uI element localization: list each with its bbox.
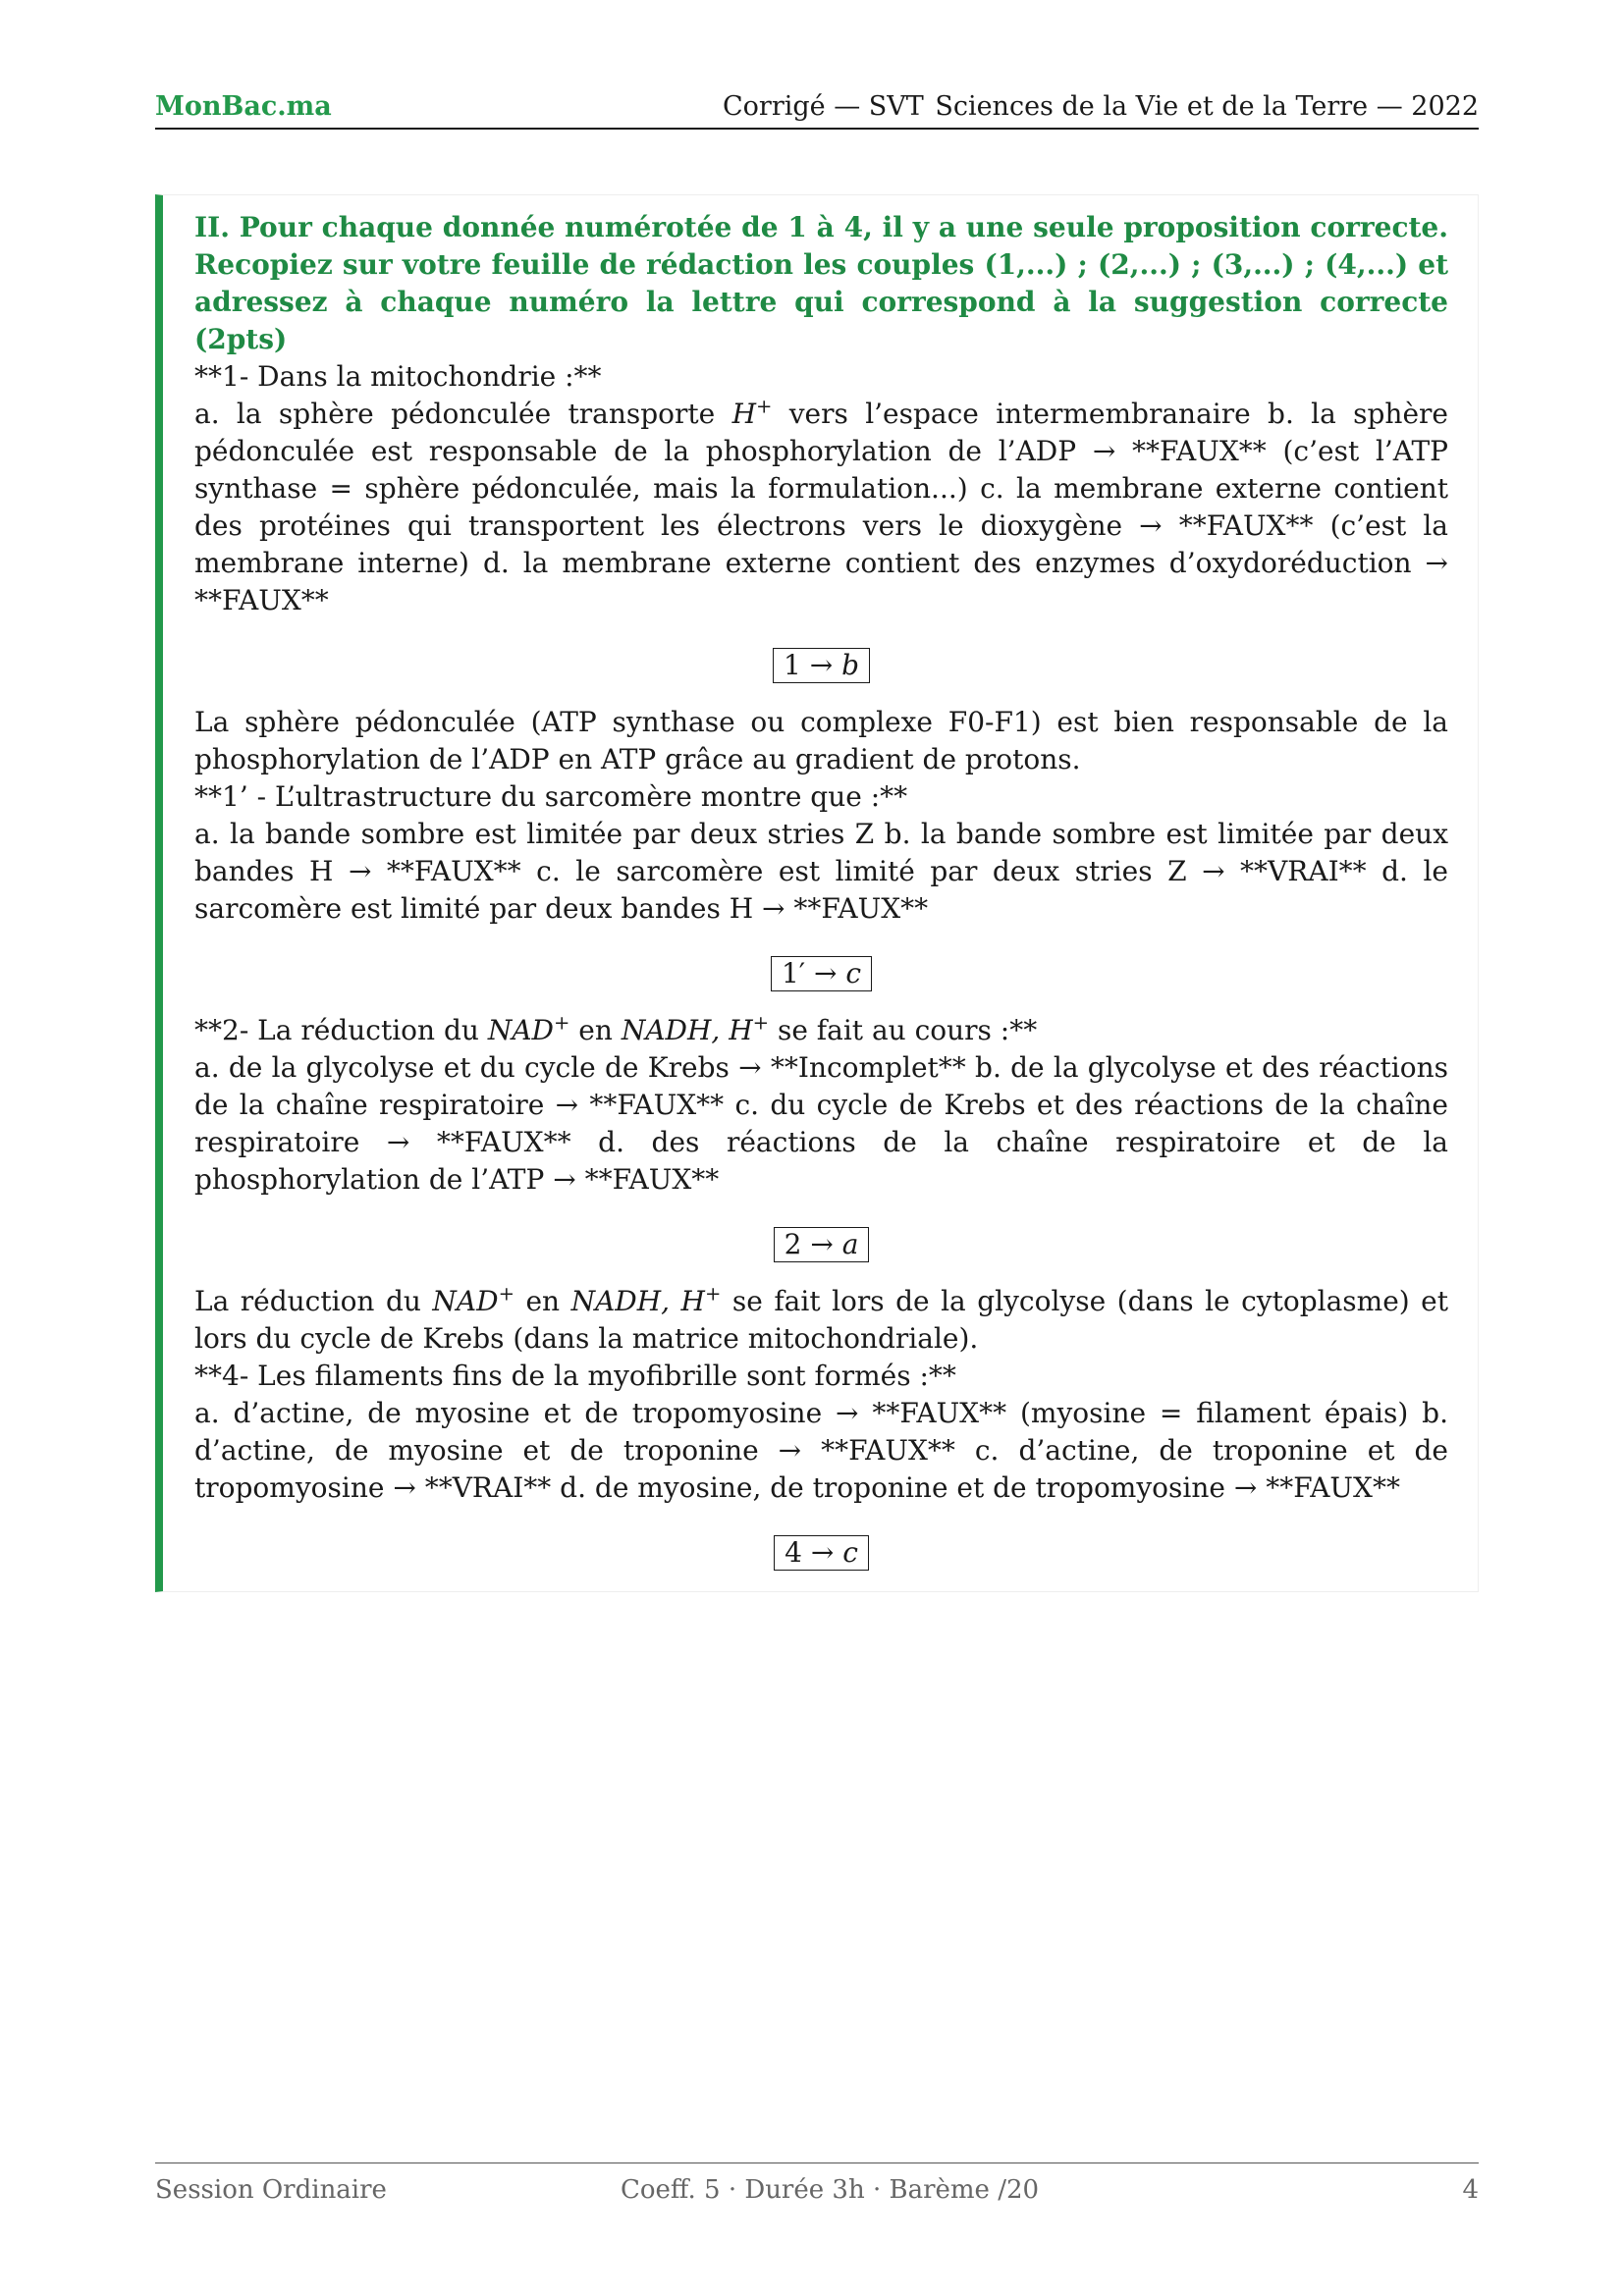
q1b-options: a. la bande sombre est limitée par deux stries Z b. la bande sombre est limitée par deux bandes H → **FAUX** c. le sarcomère est limité par deux stries Z → **VRAI** d. le sarcomère est limité par deux bandes H → **FAUX** xyxy=(194,818,1448,925)
q1-explanation: La sphère pédonculée (ATP synthase ou complexe F0-F1) est bien responsable de la phosphorylation de l’ADP en ATP grâce au gradient de protons. xyxy=(194,706,1448,775)
q1b-answer-number: 1′ → xyxy=(781,957,846,989)
exercise-title: II. Pour chaque donnée numérotée de 1 à 4, il y a une seule proposition correcte. Recopiez sur votre feuille de rédaction les couples (1,...) ; (2,...) ; (3,...) ; (4,...) et adressez à chaque numéro la lettre qui correspond à la suggestion correcte (2pts) xyxy=(194,211,1448,355)
q1-math-h: H xyxy=(731,398,756,430)
q2-math-nadh: NADH, H xyxy=(621,1014,753,1046)
q4-answer-number: 4 → xyxy=(785,1536,843,1569)
q4-options: a. d’actine, de myosine et de tropomyosine → **FAUX** (myosine = filament épais) b. d’actine, de myosine et de troponine → **FAUX** c. d’actine, de troponine et de tropomyosine → **VRAI** d. de myosine, de troponine et de tropomyosine → **FAUX** xyxy=(194,1397,1448,1504)
q1-heading: **1- Dans la mitochondrie :** xyxy=(194,360,602,393)
q2-explanation xyxy=(194,1283,1448,1358)
footer-page-number: 4 xyxy=(1462,2175,1479,2205)
q4-heading: **4- Les filaments fins de la myofibrille sont formés :** xyxy=(194,1360,956,1392)
brand-logo-text: MonBac.ma xyxy=(155,91,332,122)
q2-heading-pre: **2- La réduction du xyxy=(194,1014,488,1046)
q1-options-body: vers l’espace intermembranaire b. la sphère pédonculée est responsable de la phosphorylation de l’ADP → **FAUX** (c’est l’ATP synthase = sphère pédonculée, mais la formulation...) c. la membrane externe contient des protéines qui transportent les électrons vers le dioxygène → **FAUX** (c’est la membrane interne) d. la membrane externe contient des enzymes d’oxydoréduction → **FAUX** xyxy=(194,398,1448,616)
q1b-answer-letter: c xyxy=(845,957,862,989)
q2-math-plus: + xyxy=(553,1011,570,1035)
footer-info: Coeff. 5 · Durée 3h · Barème /20 xyxy=(621,2175,1040,2205)
page-header xyxy=(155,90,1479,130)
q2-heading xyxy=(194,1012,1448,1049)
q2-expl-nad: NAD xyxy=(432,1285,499,1317)
q2-expl-pre: La réduction du xyxy=(194,1285,433,1317)
q2-expl-plus: + xyxy=(498,1282,514,1306)
q4-answer-box xyxy=(774,1535,869,1571)
q2-answer-box xyxy=(774,1227,870,1262)
q1-options xyxy=(194,396,1448,619)
q2-answer-letter: a xyxy=(841,1228,859,1260)
page-footer xyxy=(155,2163,1479,2213)
q2-expl-post: se fait lors de la glycolyse (dans le cytoplasme) et lors du cycle de Krebs (dans la matrice mitochondriale). xyxy=(194,1285,1449,1355)
footer-session: Session Ordinaire xyxy=(155,2175,387,2205)
q1b-answer-box xyxy=(771,956,872,991)
q1-option-a-text: a. la sphère pédonculée transporte xyxy=(194,398,732,430)
q2-heading-post: se fait au cours :** xyxy=(769,1014,1038,1046)
q2-heading-mid: en xyxy=(569,1014,622,1046)
q1-answer-box xyxy=(773,648,870,683)
q2-expl-plus-2: + xyxy=(704,1282,722,1306)
q2-math-plus-2: + xyxy=(752,1011,770,1035)
q2-options: a. de la glycolyse et du cycle de Krebs → **Incomplet** b. de la glycolyse et des réactions de la chaîne respiratoire → **FAUX** c. du cycle de Krebs et des réactions de la chaîne respiratoire → **FAUX** d. des réactions de la chaîne respiratoire et de la phosphorylation de l’ATP → **FAUX** xyxy=(194,1051,1448,1196)
q4-answer-letter: c xyxy=(842,1536,858,1569)
q1-answer-letter: b xyxy=(841,649,859,681)
header-subject: Corrigé — SVT xyxy=(723,91,924,122)
q1b-answer-row xyxy=(194,955,1448,992)
q2-expl-mid: en xyxy=(514,1285,571,1317)
q2-answer-row xyxy=(194,1226,1448,1263)
q1b-heading: **1’ - L’ultrastructure du sarcomère montre que :** xyxy=(194,780,908,813)
q1-answer-row xyxy=(194,647,1448,684)
q4-answer-row xyxy=(194,1534,1448,1572)
q2-expl-nadh: NADH, H xyxy=(570,1285,705,1317)
q2-math-nad: NAD xyxy=(487,1014,554,1046)
q1-answer-number: 1 → xyxy=(783,649,842,681)
header-title: Sciences de la Vie et de la Terre — 2022 xyxy=(935,91,1479,122)
exercise-box xyxy=(155,194,1479,1592)
q2-answer-number: 2 → xyxy=(784,1228,842,1260)
q1-math-plus: + xyxy=(755,395,773,418)
